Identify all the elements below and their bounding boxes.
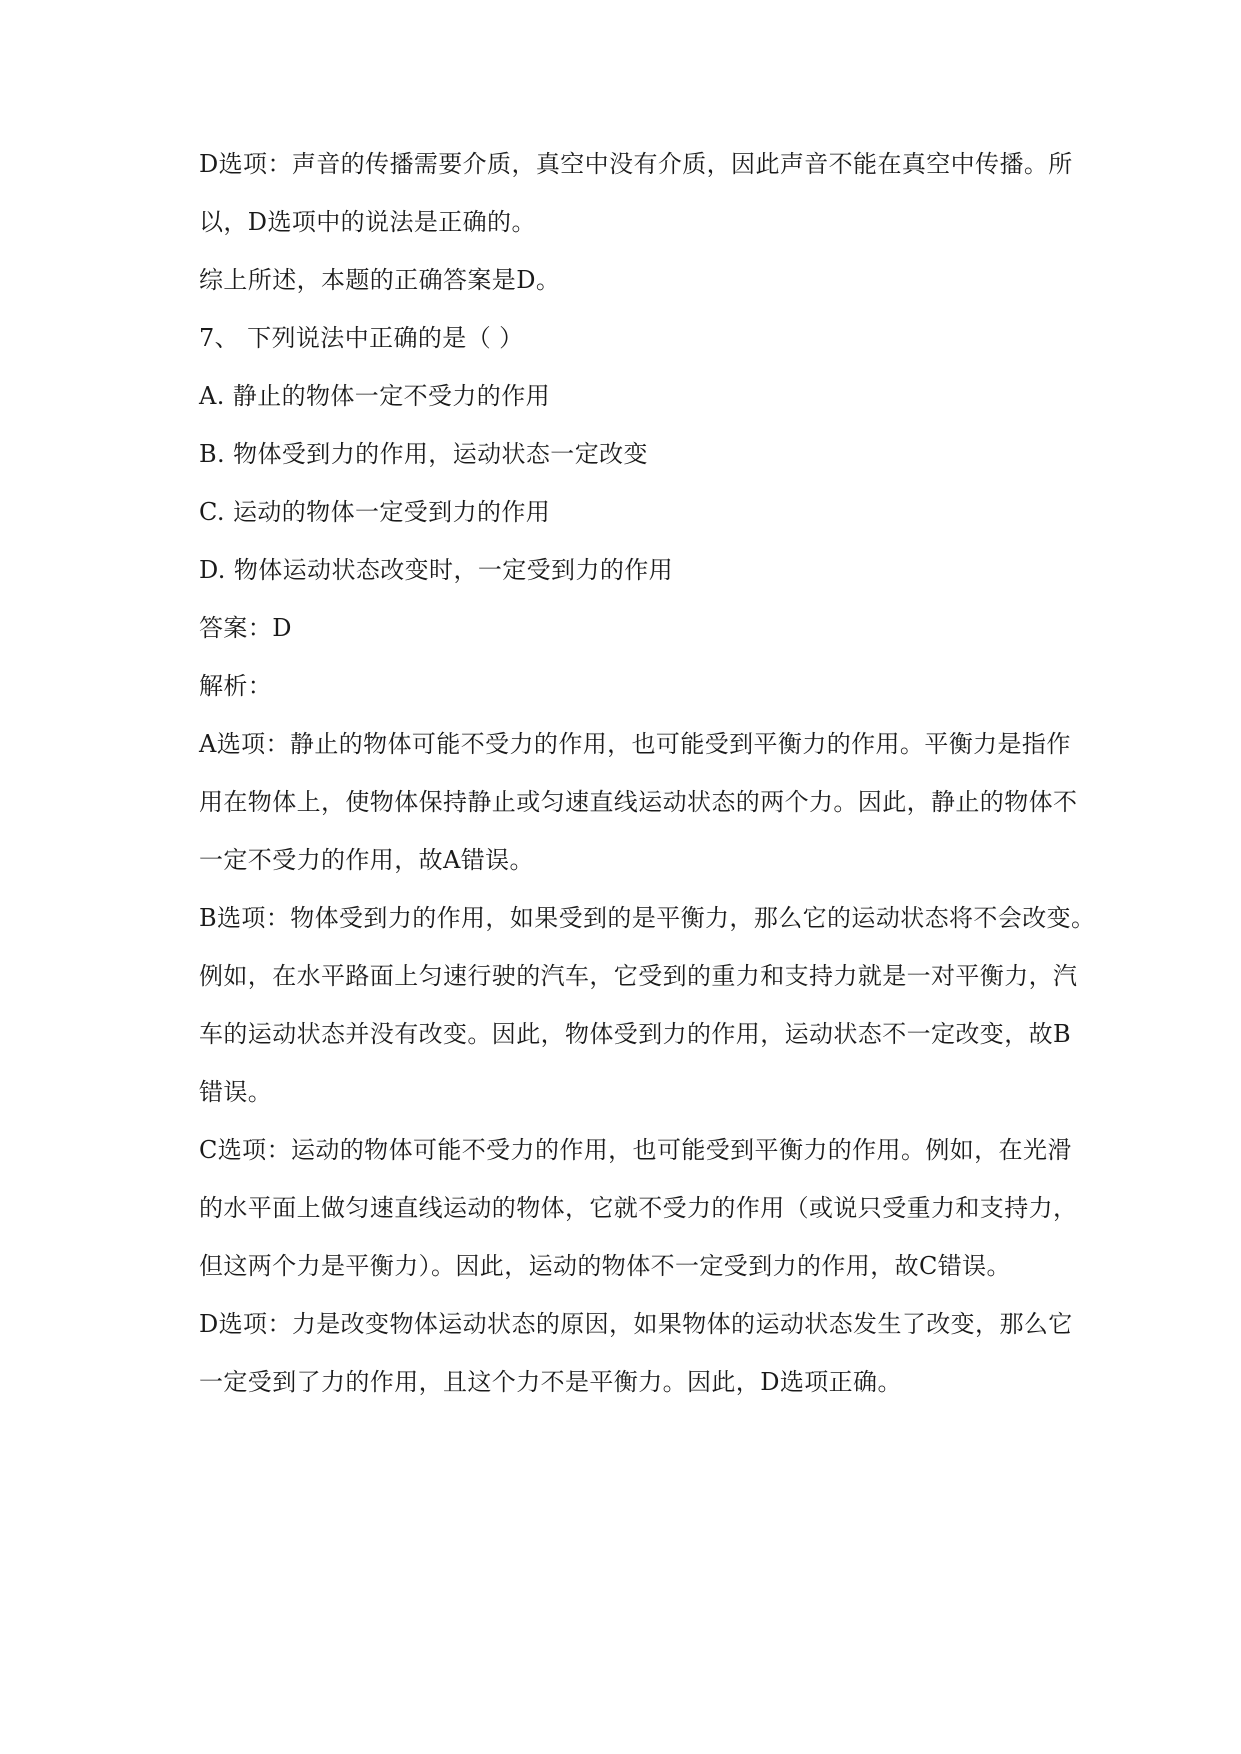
text-line: C选项：运动的物体可能不受力的作用，也可能受到平衡力的作用。例如，在光滑 (199, 1136, 1072, 1164)
option-d: D. 物体运动状态改变时，一定受到力的作用 (199, 556, 674, 584)
text-line: 车的运动状态并没有改变。因此，物体受到力的作用，运动状态不一定改变，故B (199, 1020, 1072, 1048)
option-c: C. 运动的物体一定受到力的作用 (199, 498, 551, 526)
text-line: 但这两个力是平衡力）。因此，运动的物体不一定受到力的作用，故C错误。 (199, 1252, 1011, 1280)
text-line: 用在物体上，使物体保持静止或匀速直线运动状态的两个力。因此，静止的物体不 (199, 788, 1078, 816)
text-line: D选项：声音的传播需要介质，真空中没有介质，因此声音不能在真空中传播。所 (199, 150, 1073, 178)
text-line: 一定不受力的作用，故A错误。 (199, 846, 534, 874)
text-line: 错误。 (199, 1078, 273, 1106)
question-line: 7、 下列说法中正确的是（ ） (199, 324, 524, 352)
text-line: 综上所述，本题的正确答案是D。 (199, 266, 561, 294)
option-a: A. 静止的物体一定不受力的作用 (199, 382, 550, 410)
text-line: 以，D选项中的说法是正确的。 (199, 208, 536, 236)
text-line: B选项：物体受到力的作用，如果受到的是平衡力，那么它的运动状态将不会改变。 (199, 904, 1096, 932)
text-line: 例如，在水平路面上匀速行驶的汽车，它受到的重力和支持力就是一对平衡力，汽 (199, 962, 1078, 990)
text-line: A选项：静止的物体可能不受力的作用，也可能受到平衡力的作用。平衡力是指作 (199, 730, 1071, 758)
text-line: 的水平面上做匀速直线运动的物体，它就不受力的作用（或说只受重力和支持力， (199, 1194, 1078, 1222)
text-line: 一定受到了力的作用，且这个力不是平衡力。因此，D选项正确。 (199, 1368, 902, 1396)
text-line: D选项：力是改变物体运动状态的原因，如果物体的运动状态发生了改变，那么它 (199, 1310, 1073, 1338)
analysis-heading: 解析： (199, 672, 273, 700)
answer-line: 答案：D (199, 614, 292, 642)
option-b: B. 物体受到力的作用，运动状态一定改变 (199, 440, 648, 468)
